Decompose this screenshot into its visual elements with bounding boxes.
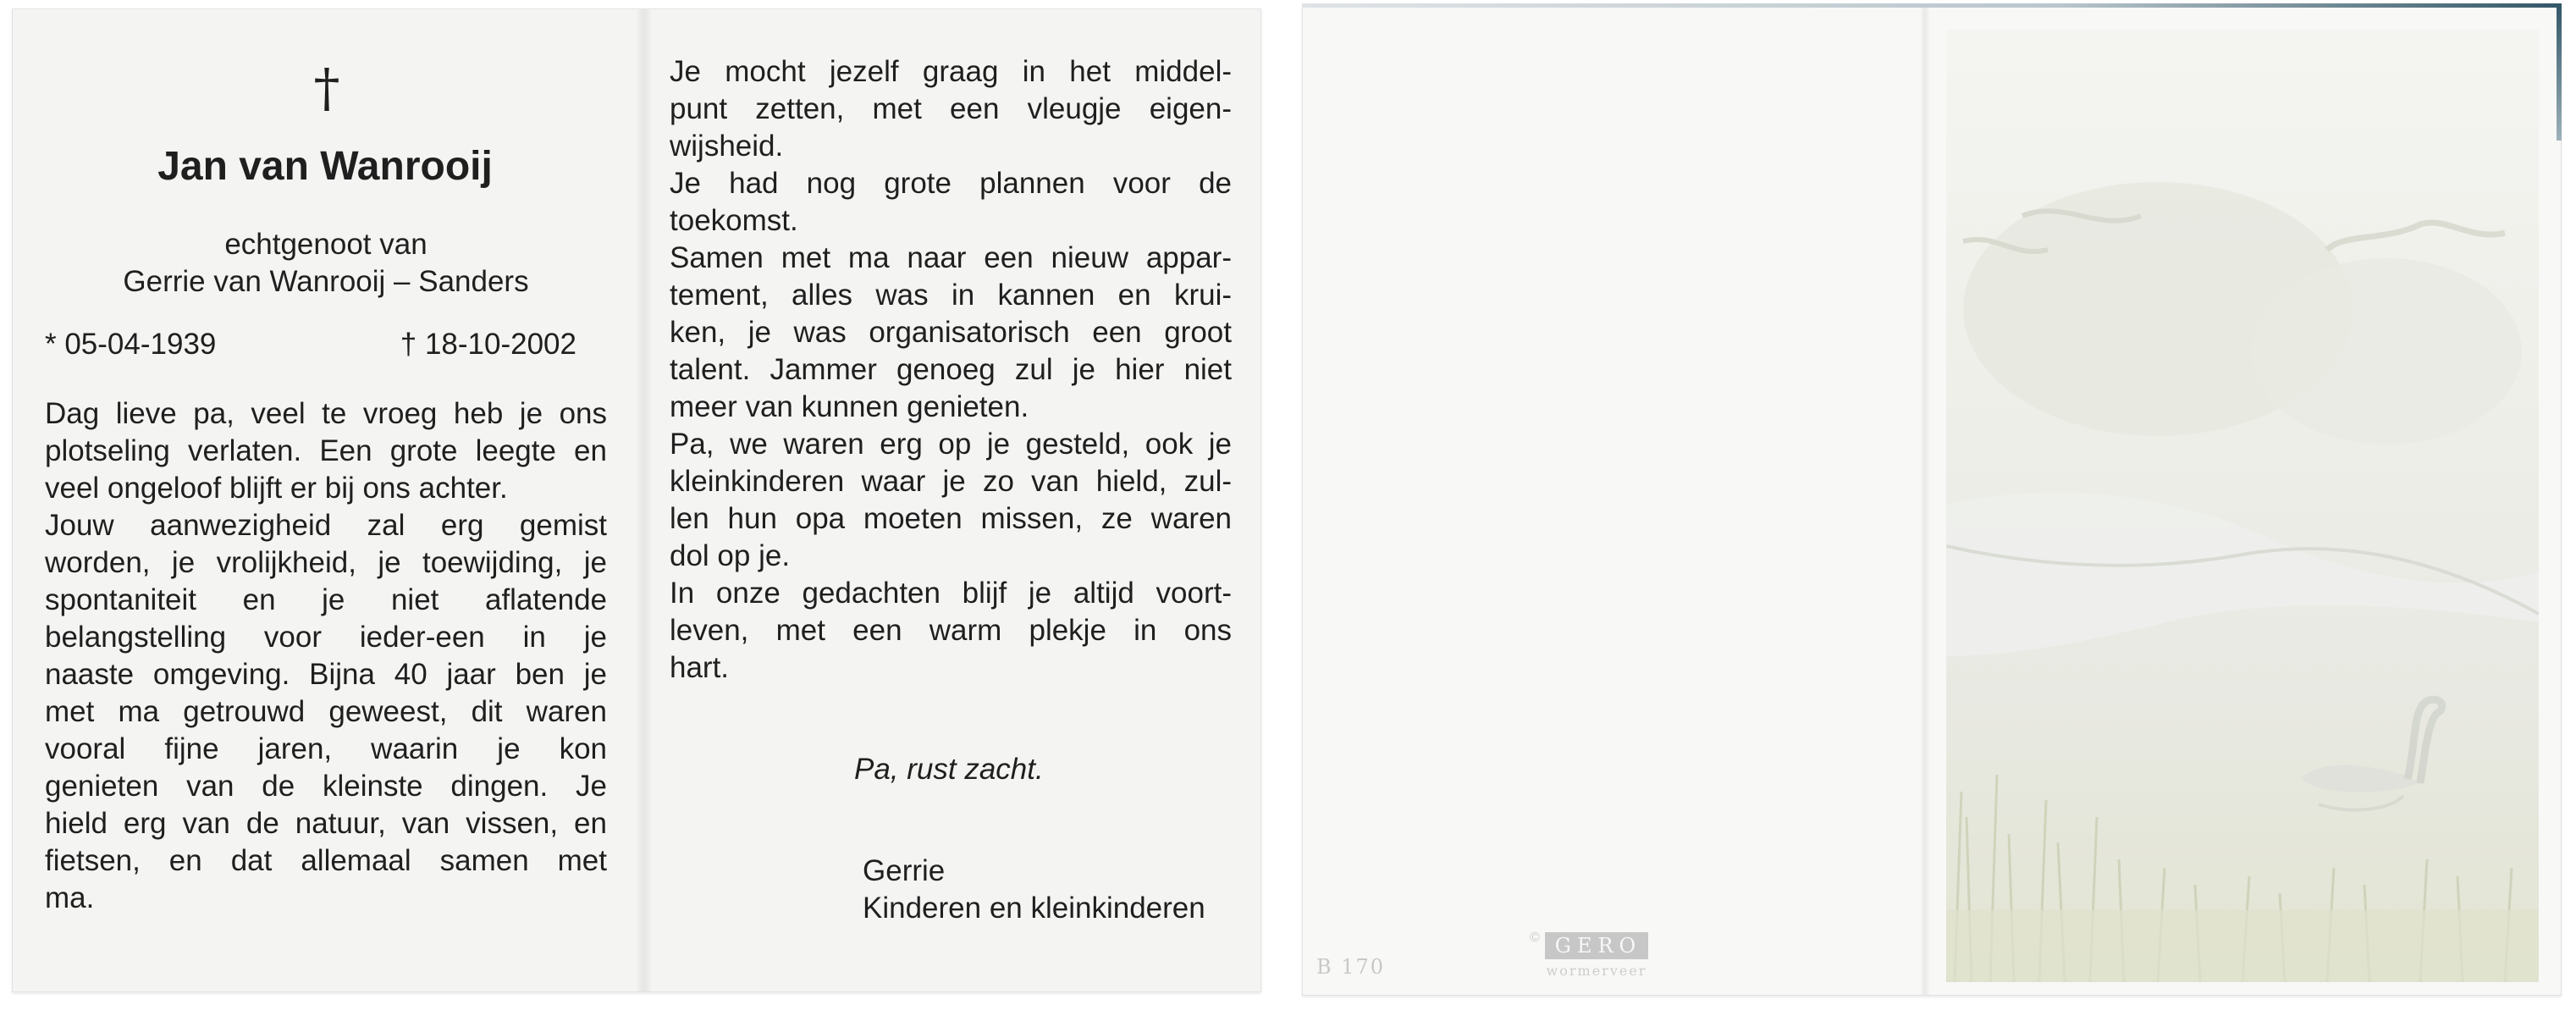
printer-logo [1530, 930, 1652, 979]
paragraph-line: Dag lieve pa, veel te vroeg heb je ons [45, 397, 607, 430]
birth-date: * 05-04-1939 [45, 328, 217, 361]
memorial-card-outside [1302, 5, 2562, 996]
paragraph-line: ken, je was organisatorisch een groot [670, 316, 1232, 349]
misty-landscape-illustration [1946, 30, 2539, 982]
paragraph-line: belangstelling voor ieder-een in je [45, 621, 607, 654]
tribute-paragraph [45, 395, 607, 917]
spouse-block [43, 226, 609, 301]
signature-block [863, 853, 1233, 927]
card-edge-accent [2557, 5, 2562, 141]
paragraph-line: wijsheid. [670, 130, 784, 163]
brand-location: wormerveer [1546, 963, 1647, 979]
product-code: B 170 [1316, 955, 1386, 979]
paragraph-line: spontaniteit en je niet aflatende [45, 583, 607, 616]
paragraph-line: ma. [45, 881, 95, 914]
paragraph-line: kleinkinderen waar je zo van hield, zul- [670, 465, 1232, 498]
paragraph-line: talent. Jammer genoeg zul je hier niet [670, 353, 1232, 386]
life-dates [45, 326, 576, 363]
paragraph-line: toekomst. [670, 204, 798, 237]
paragraph-line: plotseling verlaten. Een grote leegte en [45, 434, 607, 467]
paragraph-line: worden, je vrolijkheid, je toewijding, je [45, 546, 607, 579]
card-edge-accent [1302, 3, 2562, 8]
paragraph-line: meer van kunnen genieten. [670, 390, 1029, 423]
farewell-line: Pa, rust zacht. [854, 753, 1044, 786]
paragraph-line: Pa, we waren erg op je gesteld, ook je [670, 428, 1232, 461]
paragraph-line: Je mocht jezelf graag in het middel- [670, 55, 1232, 88]
paragraph-line: met ma getrouwd geweest, dit waren [45, 695, 607, 728]
paragraph-line: tement, alles was in kannen en krui- [670, 279, 1232, 312]
paragraph-line: Samen met ma naar een nieuw appar- [670, 241, 1232, 274]
paragraph-line: Jouw aanwezigheid zal erg gemist [45, 509, 607, 542]
card-fold [1921, 6, 1929, 995]
cross-icon: † [313, 57, 340, 119]
spouse-line: Gerrie van Wanrooij – Sanders [123, 265, 529, 298]
paragraph-line: Je had nog grote plannen voor de [670, 167, 1232, 200]
deceased-name: Jan van Wanrooij [157, 144, 493, 189]
paragraph-line: hield erg van de natuur, van vissen, en [45, 807, 607, 840]
copyright-mark: © [1530, 930, 1540, 945]
left-page [45, 43, 609, 917]
brand-name: GERO [1545, 932, 1648, 959]
paragraph-line: hart. [670, 651, 730, 684]
signature-line: Kinderen en kleinkinderen [863, 892, 1205, 925]
tribute-paragraph-continued [670, 53, 1232, 687]
paragraph-line: naaste omgeving. Bijna 40 jaar ben je [45, 658, 607, 691]
paragraph-line: punt zetten, met een vleugje eigen- [670, 92, 1232, 125]
memorial-card-inside [12, 8, 1261, 992]
paragraph-line: vooral fijne jaren, waarin je kon [45, 732, 607, 765]
paragraph-line: dol op je. [670, 539, 791, 572]
paragraph-line: len hun opa moeten missen, ze waren [670, 502, 1232, 535]
swan-icon [2302, 699, 2442, 809]
spouse-line: echtgenoot van [224, 228, 427, 261]
death-date: † 18-10-2002 [400, 328, 576, 361]
paragraph-line: genieten van de kleinste dingen. Je [45, 770, 607, 803]
paragraph-line: fietsen, en dat allemaal samen met [45, 844, 607, 877]
right-page [670, 53, 1233, 927]
signature-line: Gerrie [863, 854, 946, 887]
paragraph-line: veel ongeloof blijft er bij ons achter. [45, 472, 508, 505]
paragraph-line: In onze gedachten blijf je altijd voort- [670, 577, 1232, 610]
paragraph-line: leven, met een warm plekje in ons [670, 614, 1232, 647]
swan-lake-photo [1946, 30, 2539, 982]
card-fold [637, 9, 651, 991]
